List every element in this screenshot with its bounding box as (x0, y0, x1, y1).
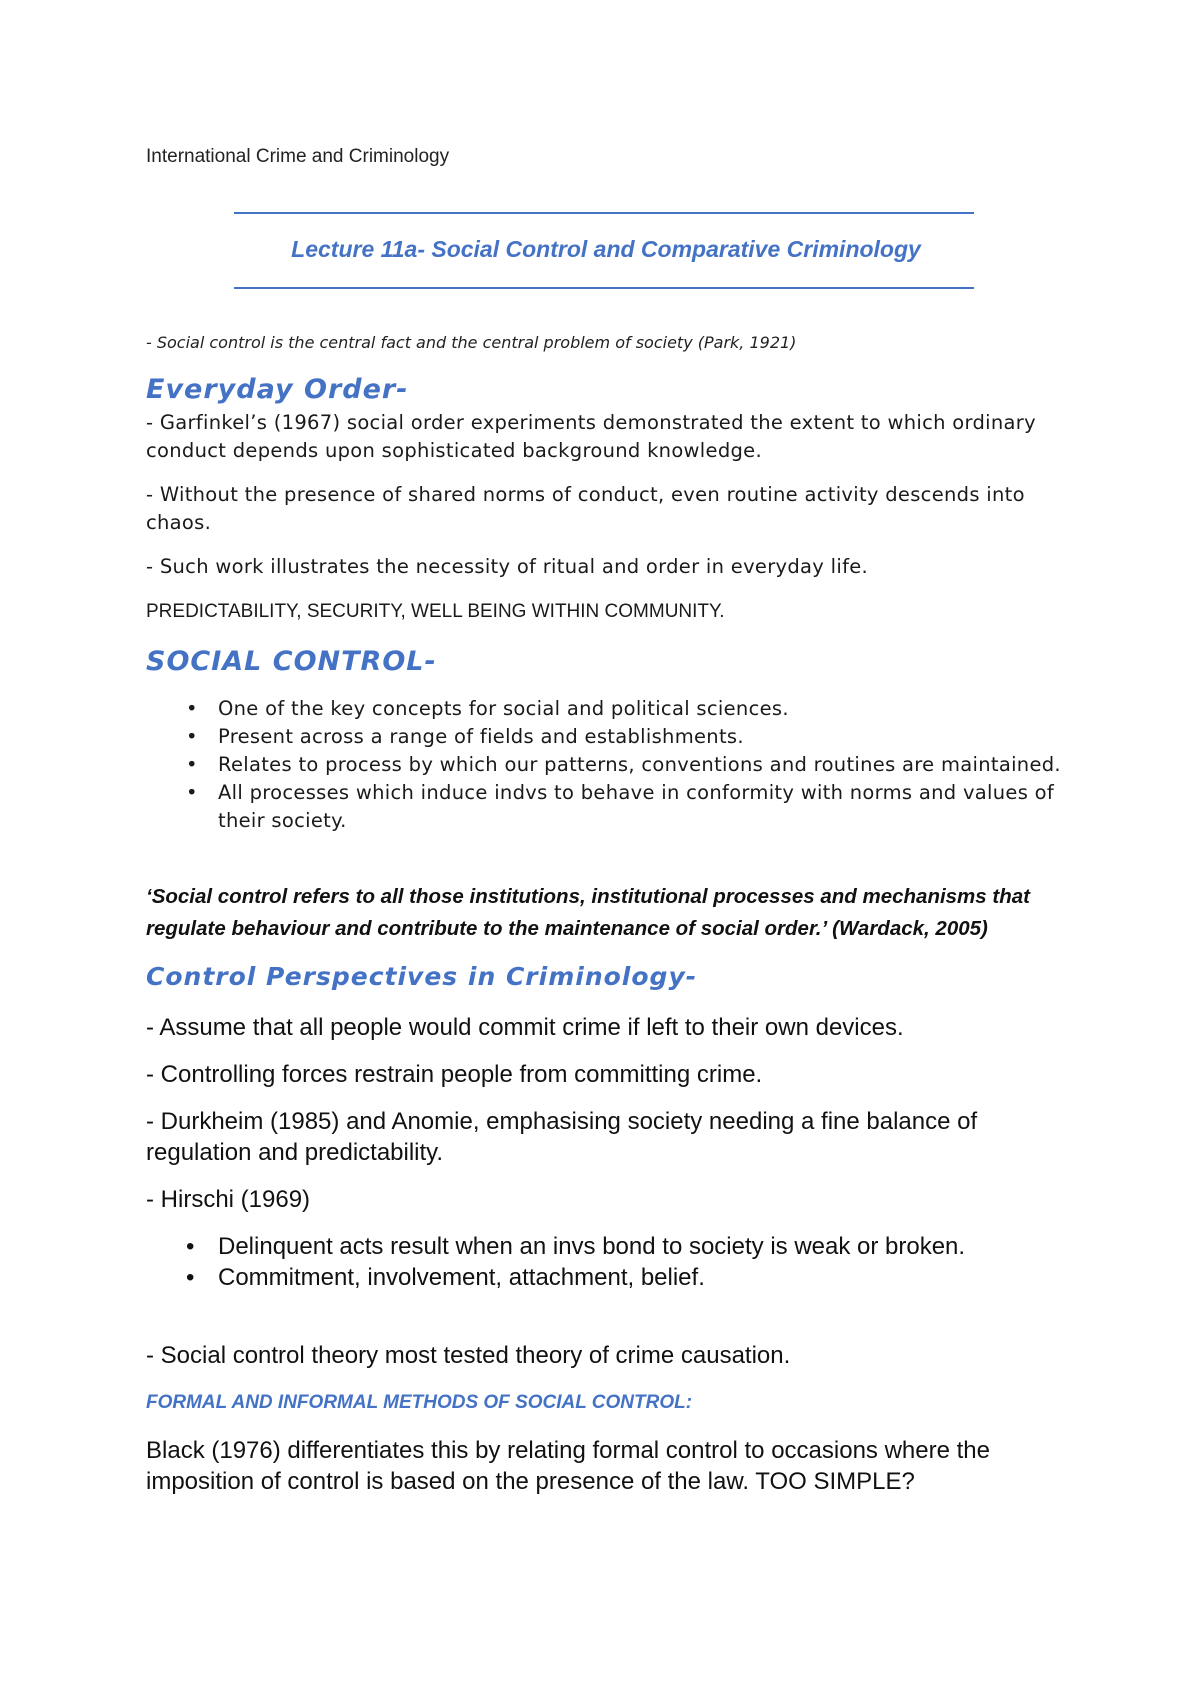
course-header: International Crime and Criminology (146, 146, 450, 167)
bullet-icon: • (186, 781, 198, 804)
list-item-text: Present across a range of fields and establishments. (218, 725, 744, 748)
social-control-bullet-list (146, 695, 1066, 835)
list-item (146, 695, 1066, 723)
everyday-order-paragraph-2: - Without the presence of shared norms of conduct, even routine activity descends into chaos. (146, 483, 1025, 534)
everyday-order-paragraph-1: - Garfinkel’s (1967) social order experiments demonstrated the extent to which ordinary conduct depends upon sophisticated background knowledge. (146, 411, 1036, 462)
list-item-text: One of the key concepts for social and political sciences. (218, 697, 789, 720)
control-perspectives-paragraph-2: - Controlling forces restrain people from committing crime. (146, 1061, 763, 1088)
lecture-title: Lecture 11a- Social Control and Comparative Criminology (291, 236, 921, 262)
hirschi-bullet-list (146, 1231, 1066, 1293)
list-item (146, 1231, 1008, 1262)
list-item (146, 751, 1066, 779)
list-item (146, 1262, 1066, 1293)
wardack-quote: ‘Social control refers to all those institutions, institutional processes and mechanisms that regulate behaviour and contribute to the maintenance of social order.’ (Wardack, 2005) (146, 885, 1030, 940)
control-perspectives-paragraph-3: - Durkheim (1985) and Anomie, emphasising society needing a fine balance of regulation and predictability. (146, 1108, 978, 1166)
bullet-icon: • (186, 753, 198, 776)
list-item-text: Relates to process by which our patterns, conventions and routines are maintained. (218, 753, 1061, 776)
bullet-icon: • (186, 697, 198, 720)
control-perspectives-closing: - Social control theory most tested theory of crime causation. (146, 1342, 791, 1369)
epigraph-quote: - Social control is the central fact and the central problem of society (Park, 1921) (146, 333, 797, 352)
title-rule-top (234, 212, 974, 214)
social-control-heading: SOCIAL CONTROL- (146, 646, 437, 677)
everyday-order-paragraph-3: - Such work illustrates the necessity of ritual and order in everyday life. (146, 555, 869, 578)
list-item (146, 723, 1066, 751)
list-item-text: Commitment, involvement, attachment, belief. (218, 1264, 705, 1291)
list-item (146, 779, 1066, 835)
control-perspectives-paragraph-4: - Hirschi (1969) (146, 1186, 311, 1213)
formal-informal-heading: FORMAL AND INFORMAL METHODS OF SOCIAL CONTROL: (146, 1392, 693, 1413)
everyday-order-caps-line: PREDICTABILITY, SECURITY, WELL BEING WITHIN COMMUNITY. (146, 601, 725, 622)
bullet-icon: • (186, 725, 198, 748)
control-perspectives-heading: Control Perspectives in Criminology- (146, 962, 698, 991)
bullet-icon: • (186, 1264, 195, 1291)
control-perspectives-paragraph-1: - Assume that all people would commit crime if left to their own devices. (146, 1014, 904, 1041)
list-item-text: Delinquent acts result when an invs bond to society is weak or broken. (218, 1233, 966, 1260)
everyday-order-heading: Everyday Order- (146, 374, 409, 405)
list-item-text: All processes which induce indvs to behave in conformity with norms and values of their society. (218, 781, 1055, 832)
title-rule-bottom (234, 287, 974, 289)
bullet-icon: • (186, 1233, 195, 1260)
formal-informal-paragraph: Black (1976) differentiates this by relating formal control to occasions where the imposition of control is based on the presence of the law. TOO SIMPLE? (146, 1437, 990, 1495)
